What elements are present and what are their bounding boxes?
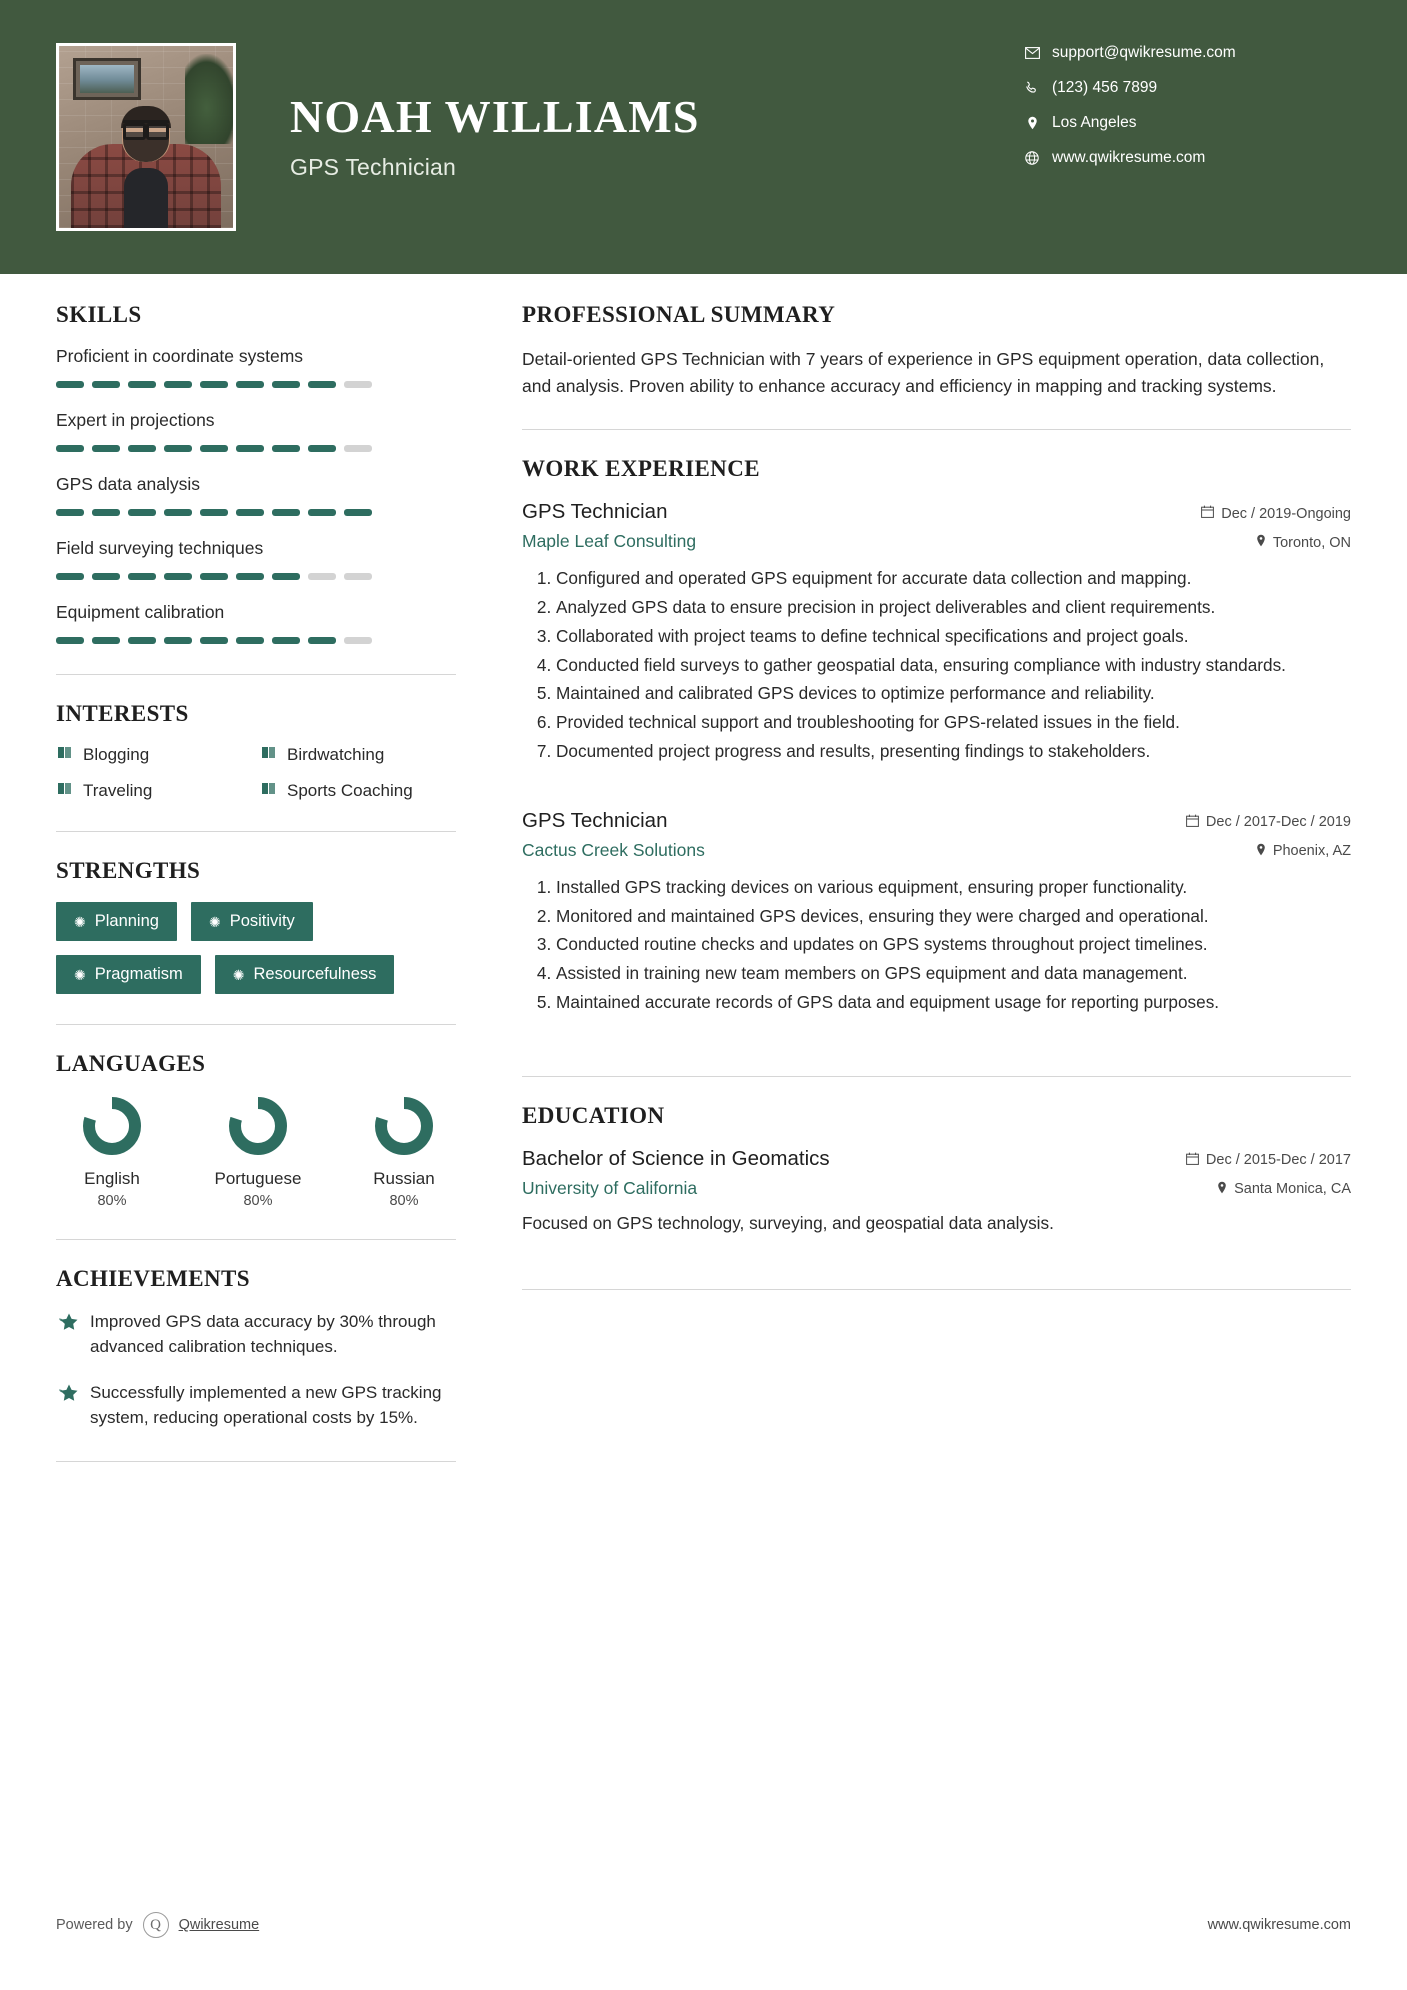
calendar-icon bbox=[1186, 1152, 1199, 1169]
experience-item bbox=[522, 809, 1351, 1016]
list-item: 6. Provided technical support and troubleshooting for GPS-related issues in the field. bbox=[556, 710, 1351, 736]
list-item: 1. Configured and operated GPS equipment for accurate data collection and mapping. bbox=[556, 566, 1351, 592]
divider bbox=[56, 1239, 456, 1240]
job-title: GPS Technician bbox=[290, 153, 457, 180]
logo-letter: Q bbox=[150, 1916, 161, 1933]
glasses-icon bbox=[123, 120, 169, 130]
education-subheader bbox=[522, 1178, 1351, 1199]
languages-list bbox=[56, 1095, 456, 1209]
experience-item bbox=[522, 500, 1351, 765]
contact-email[interactable]: support@qwikresume.com bbox=[1052, 44, 1236, 61]
language-percent: 80% bbox=[243, 1193, 273, 1209]
list-item: 5. Maintained and calibrated GPS devices to optimize performance and reliability. bbox=[556, 681, 1351, 707]
sparkle-icon: ✺ bbox=[208, 913, 221, 930]
school-name: University of California bbox=[522, 1177, 698, 1198]
divider bbox=[522, 1289, 1351, 1290]
skill-item bbox=[56, 346, 456, 388]
job-company: Cactus Creek Solutions bbox=[522, 839, 705, 860]
strength-chip bbox=[56, 902, 177, 941]
strength-label: Planning bbox=[94, 912, 159, 930]
resume-header bbox=[0, 0, 1407, 274]
language-item bbox=[206, 1095, 310, 1209]
list-item: 2. Analyzed GPS data to ensure precision in project deliverables and client requirements. bbox=[556, 595, 1351, 621]
person-illustration bbox=[71, 120, 221, 228]
summary-text: Detail-oriented GPS Technician with 7 years of experience in GPS equipment operation, data collection, and analysis. Proven ability to enhance accuracy and efficiency in mapping and tracking systems. bbox=[522, 349, 1325, 396]
section-title-achievements: ACHIEVEMENTS bbox=[56, 1266, 250, 1291]
divider bbox=[56, 1024, 456, 1025]
job-location bbox=[1256, 534, 1351, 551]
brand-link[interactable]: Qwikresume bbox=[178, 1917, 260, 1933]
skill-label: Expert in projections bbox=[56, 410, 215, 430]
skill-label: GPS data analysis bbox=[56, 474, 200, 494]
section-title-interests: INTERESTS bbox=[56, 701, 189, 726]
job-bullets bbox=[522, 875, 1351, 1016]
divider bbox=[56, 674, 456, 675]
achievement-text: Successfully implemented a new GPS tracking system, reducing operational costs by 15%. bbox=[90, 1383, 442, 1427]
list-item: 4. Conducted field surveys to gather geospatial data, ensuring compliance with industry standards. bbox=[556, 653, 1351, 679]
strength-label: Pragmatism bbox=[94, 965, 183, 983]
list-item: 3. Conducted routine checks and updates on GPS systems throughout project timelines. bbox=[556, 932, 1351, 958]
header-identity bbox=[56, 43, 700, 231]
resume-body bbox=[0, 274, 1407, 1488]
job-dates bbox=[1201, 505, 1351, 522]
main-content bbox=[496, 302, 1351, 1488]
list-item: 1. Installed GPS tracking devices on various equipment, ensuring proper functionality. bbox=[556, 875, 1351, 901]
spacer bbox=[522, 775, 1351, 809]
avatar bbox=[56, 43, 236, 231]
sparkle-icon: ✺ bbox=[74, 913, 86, 930]
calendar-icon bbox=[1186, 814, 1199, 831]
sparkle-icon: ✺ bbox=[232, 966, 245, 983]
star-badge-icon bbox=[56, 1312, 90, 1359]
strength-chip bbox=[191, 902, 313, 941]
skill-label: Proficient in coordinate systems bbox=[56, 346, 304, 366]
sparkle-icon: ✺ bbox=[74, 966, 86, 983]
contact-row-email bbox=[1021, 44, 1351, 62]
skill-item bbox=[56, 538, 456, 580]
location-pin-icon bbox=[1021, 116, 1043, 130]
list-item bbox=[56, 1310, 456, 1359]
strength-chip bbox=[215, 955, 395, 994]
divider bbox=[56, 831, 456, 832]
degree-title: Bachelor of Science in Geomatics bbox=[522, 1146, 830, 1170]
skill-rating-bar bbox=[56, 445, 456, 452]
job-location-text: Phoenix, AZ bbox=[1272, 843, 1351, 860]
powered-by bbox=[56, 1912, 259, 1938]
language-label: Portuguese bbox=[214, 1169, 302, 1188]
contact-phone[interactable]: (123) 456 7899 bbox=[1052, 79, 1158, 96]
education-header bbox=[522, 1147, 1351, 1171]
divider bbox=[522, 1076, 1351, 1077]
job-bullets bbox=[522, 566, 1351, 765]
star-badge-icon bbox=[56, 1383, 90, 1430]
skills-list bbox=[56, 346, 456, 644]
language-progress-donut bbox=[227, 1095, 289, 1157]
section-title-education: EDUCATION bbox=[522, 1102, 665, 1128]
list-item bbox=[56, 781, 252, 801]
experience-subheader bbox=[522, 840, 1351, 861]
location-pin-icon bbox=[1217, 1181, 1227, 1198]
strength-label: Resourcefulness bbox=[253, 965, 377, 983]
section-title-skills: SKILLS bbox=[56, 302, 142, 327]
language-item bbox=[60, 1095, 164, 1209]
section-title-strengths: STRENGTHS bbox=[56, 858, 201, 883]
education-dates-text: Dec / 2015-Dec / 2017 bbox=[1205, 1152, 1351, 1169]
location-pin-icon bbox=[1256, 843, 1266, 860]
language-percent: 80% bbox=[389, 1193, 419, 1209]
section-title-experience: WORK EXPERIENCE bbox=[522, 456, 760, 482]
section-title-summary: PROFESSIONAL SUMMARY bbox=[522, 302, 836, 327]
interests-list bbox=[56, 745, 456, 801]
list-item bbox=[56, 745, 252, 765]
list-item: 5. Maintained accurate records of GPS data and equipment usage for reporting purposes. bbox=[556, 990, 1351, 1016]
skill-label: Equipment calibration bbox=[56, 602, 225, 622]
name-block bbox=[290, 93, 700, 180]
book-icon bbox=[260, 745, 287, 765]
contact-list bbox=[1021, 44, 1351, 184]
language-item bbox=[352, 1095, 456, 1209]
achievement-text: Improved GPS data accuracy by 30% through advanced calibration techniques. bbox=[90, 1312, 436, 1356]
list-item bbox=[260, 781, 456, 801]
sidebar bbox=[56, 302, 496, 1488]
list-item: 3. Collaborated with project teams to define technical specifications and project goals. bbox=[556, 624, 1351, 650]
list-item: 4. Assisted in training new team members on GPS equipment and data management. bbox=[556, 961, 1351, 987]
job-role: GPS Technician bbox=[522, 808, 668, 832]
interest-label: Birdwatching bbox=[287, 745, 385, 764]
footer bbox=[56, 1912, 1351, 1938]
section-title-languages: LANGUAGES bbox=[56, 1051, 206, 1076]
powered-by-label: Powered by bbox=[56, 1917, 133, 1933]
interest-label: Sports Coaching bbox=[287, 781, 413, 800]
job-dates-text: Dec / 2017-Dec / 2019 bbox=[1205, 814, 1351, 831]
language-progress-donut bbox=[373, 1095, 435, 1157]
list-item bbox=[56, 1381, 456, 1430]
job-location bbox=[1256, 843, 1351, 860]
skill-rating-bar bbox=[56, 381, 456, 388]
wall-picture-frame bbox=[73, 58, 141, 100]
inner-shirt bbox=[124, 168, 168, 228]
job-dates-text: Dec / 2019-Ongoing bbox=[1221, 505, 1351, 522]
experience-subheader bbox=[522, 531, 1351, 552]
skill-item bbox=[56, 474, 456, 516]
divider bbox=[56, 1461, 456, 1462]
qwikresume-logo-icon bbox=[143, 1912, 169, 1938]
interest-label: Traveling bbox=[83, 781, 153, 800]
strength-chip bbox=[56, 955, 201, 994]
experience-header bbox=[522, 500, 1351, 524]
skill-item bbox=[56, 410, 456, 452]
education-description: Focused on GPS technology, surveying, and geospatial data analysis. bbox=[522, 1212, 1054, 1233]
job-dates bbox=[1186, 814, 1351, 831]
skill-label: Field surveying techniques bbox=[56, 538, 264, 558]
interest-label: Blogging bbox=[83, 745, 150, 764]
language-percent: 80% bbox=[97, 1193, 127, 1209]
contact-row-phone bbox=[1021, 79, 1351, 97]
contact-website[interactable]: www.qwikresume.com bbox=[1052, 149, 1206, 166]
list-item: 2. Monitored and maintained GPS devices, ensuring they were charged and operational. bbox=[556, 904, 1351, 930]
skill-rating-bar bbox=[56, 573, 456, 580]
education-location-text: Santa Monica, CA bbox=[1234, 1181, 1351, 1198]
job-location-text: Toronto, ON bbox=[1272, 534, 1351, 551]
strengths-list bbox=[56, 902, 456, 994]
contact-row-website bbox=[1021, 149, 1351, 167]
strength-label: Positivity bbox=[229, 912, 295, 930]
job-company: Maple Leaf Consulting bbox=[522, 531, 697, 552]
skill-rating-bar bbox=[56, 509, 456, 516]
footer-website[interactable]: www.qwikresume.com bbox=[1207, 1917, 1351, 1933]
book-icon bbox=[56, 745, 83, 765]
contact-location: Los Angeles bbox=[1052, 114, 1137, 131]
list-item bbox=[260, 745, 456, 765]
education-item bbox=[522, 1147, 1351, 1237]
divider bbox=[522, 429, 1351, 430]
experience-header bbox=[522, 809, 1351, 833]
contact-row-location bbox=[1021, 114, 1351, 132]
location-pin-icon bbox=[1256, 534, 1266, 551]
book-icon bbox=[260, 781, 287, 801]
calendar-icon bbox=[1201, 505, 1214, 522]
language-progress-donut bbox=[81, 1095, 143, 1157]
education-location bbox=[1217, 1181, 1351, 1198]
envelope-icon bbox=[1021, 47, 1043, 59]
language-label: English bbox=[84, 1169, 140, 1188]
education-dates bbox=[1186, 1152, 1351, 1169]
skill-rating-bar bbox=[56, 637, 456, 644]
achievements-list bbox=[56, 1310, 456, 1431]
skill-item bbox=[56, 602, 456, 644]
phone-icon bbox=[1021, 81, 1043, 95]
job-role: GPS Technician bbox=[522, 500, 668, 524]
list-item: 7. Documented project progress and results, presenting findings to stakeholders. bbox=[556, 739, 1351, 765]
book-icon bbox=[56, 781, 83, 801]
page-title: NOAH WILLIAMS bbox=[290, 91, 700, 143]
globe-icon bbox=[1021, 151, 1043, 165]
language-label: Russian bbox=[373, 1169, 435, 1188]
